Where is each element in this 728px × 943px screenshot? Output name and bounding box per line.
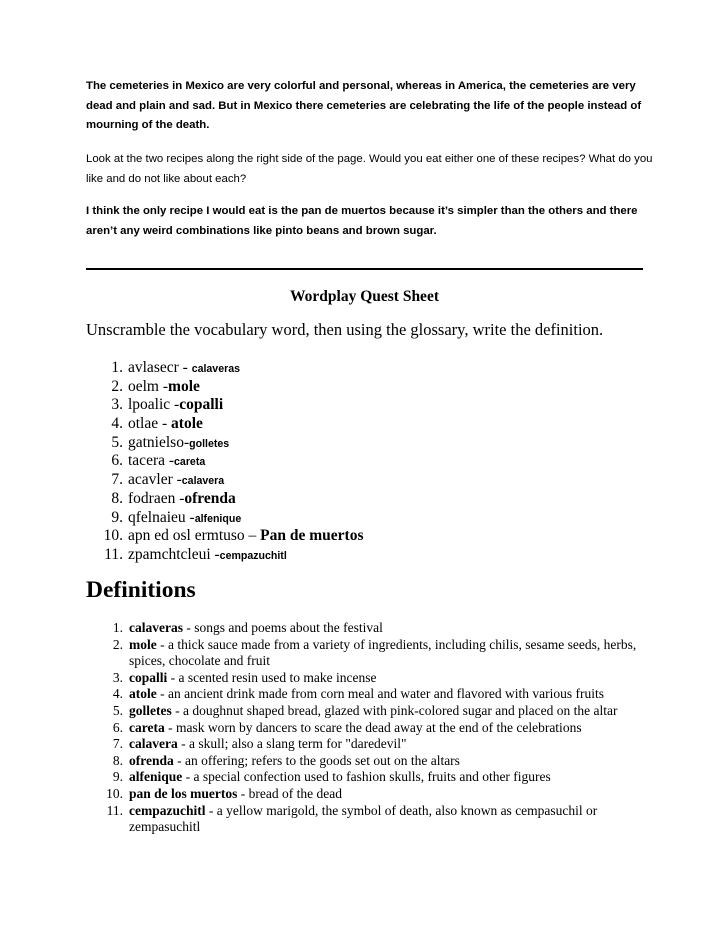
- definition-number: 3.: [112, 669, 123, 685]
- definition-term: mole: [129, 636, 157, 652]
- definition-number: 9.: [112, 769, 123, 785]
- definition-term: atole: [129, 686, 157, 702]
- quest-item-number: 11.: [104, 545, 123, 563]
- definition-item: [86, 720, 646, 737]
- definition-text: - an offering; refers to the goods set out on the altars: [173, 752, 460, 768]
- definition-term: alfenique: [129, 769, 183, 785]
- quest-item-number: 6.: [111, 452, 123, 470]
- quest-item: [86, 471, 364, 490]
- quest-item: [86, 509, 364, 528]
- quest-item-scrambled: qfelnaieu -: [128, 508, 195, 526]
- quest-item-answer: golletes: [189, 437, 230, 450]
- definition-number: 6.: [112, 719, 123, 735]
- essay-paragraph-3: I think the only recipe I would eat is the pan de muertos because it’s simpler than the others and there aren’t any weird combinations like pinto beans and brown sugar.: [86, 205, 638, 237]
- definition-item: [86, 753, 646, 770]
- quest-item-number: 4.: [111, 415, 123, 433]
- quest-item-answer: calavera: [181, 475, 225, 488]
- quest-item-scrambled: zpamchtcleui -: [128, 545, 220, 563]
- quest-item-scrambled: gatnielso-: [128, 433, 190, 451]
- quest-item-scrambled: otlae -: [128, 415, 172, 433]
- definition-text: - a scented resin used to make incense: [167, 669, 377, 685]
- definition-term: pan de los muertos: [129, 785, 238, 801]
- quest-item-number: 7.: [111, 471, 123, 489]
- definition-number: 11.: [106, 802, 123, 818]
- quest-item: [86, 452, 364, 471]
- definition-term: golletes: [129, 702, 172, 718]
- definition-text: - a special confection used to fashion skulls, fruits and other figures: [182, 769, 551, 785]
- definition-item: [86, 736, 646, 753]
- definition-number: 10.: [106, 785, 123, 801]
- quest-item-answer: copalli: [179, 396, 224, 414]
- quest-instructions: Unscramble the vocabulary word, then using the glossary, write the definition.: [86, 320, 604, 339]
- definition-number: 5.: [112, 702, 123, 718]
- quest-item-number: 10.: [103, 527, 123, 545]
- horizontal-divider: [86, 268, 643, 270]
- definition-term: cempazuchitl: [129, 802, 206, 818]
- quest-item-answer: mole: [168, 377, 200, 395]
- definition-term: calaveras: [129, 620, 183, 635]
- quest-item-answer: Pan de muertos: [260, 527, 364, 545]
- quest-item: [86, 546, 364, 565]
- definition-number: 4.: [112, 686, 123, 702]
- definition-number: 1.: [112, 620, 123, 635]
- quest-item: [86, 434, 364, 453]
- quest-item: [86, 396, 364, 415]
- quest-item-scrambled: tacera -: [128, 452, 175, 470]
- definition-term: calavera: [129, 736, 178, 752]
- definition-text: - a thick sauce made from a variety of ingredients, including chilis, sesame seeds, herbs, spices, chocolate and fruit: [129, 636, 637, 669]
- quest-item: [86, 415, 364, 434]
- definition-number: 8.: [112, 752, 123, 768]
- definition-item: [86, 769, 646, 786]
- definition-text: - a doughnut shaped bread, glazed with pink-colored sugar and placed on the altar: [171, 702, 618, 718]
- quest-item-answer: alfenique: [194, 512, 242, 525]
- quest-item-number: 1.: [111, 359, 123, 376]
- definition-item: [86, 703, 646, 720]
- definitions-heading: Definitions: [86, 577, 196, 603]
- essay-paragraph-1: The cemeteries in Mexico are very colorful and personal, whereas in America, the cemeteries are very dead and plain and sad. But in Mexico there cemeteries are celebrating the life of the people instead of mourning of the death.: [86, 80, 642, 131]
- definition-item: [86, 686, 646, 703]
- definition-term: careta: [129, 719, 165, 735]
- definition-text: - a yellow marigold, the symbol of death, also known as cempasuchil or zempasuchitl: [129, 802, 598, 835]
- quest-list: [86, 359, 364, 565]
- quest-item-scrambled: fodraen -: [128, 489, 185, 507]
- quest-item-number: 9.: [111, 508, 123, 526]
- definition-item: [86, 670, 646, 687]
- definition-text: - an ancient drink made from corn meal and water and flavored with various fruits: [156, 686, 604, 702]
- quest-item-scrambled: lpoalic -: [128, 396, 180, 414]
- definition-term: ofrenda: [129, 752, 174, 768]
- quest-item: [86, 378, 364, 397]
- definition-text: - mask worn by dancers to scare the dead away at the end of the celebrations: [164, 719, 582, 735]
- quest-sheet-title: Wordplay Quest Sheet: [290, 288, 439, 305]
- quest-item-scrambled: oelm -: [128, 377, 169, 395]
- quest-item-number: 3.: [111, 396, 123, 414]
- quest-item-number: 8.: [111, 489, 123, 507]
- quest-item-answer: cempazuchitl: [219, 549, 287, 562]
- quest-item-scrambled: avlasecr -: [128, 359, 192, 376]
- definition-text: - songs and poems about the festival: [182, 620, 383, 635]
- definition-text: - a skull; also a slang term for "daredevil": [177, 736, 407, 752]
- quest-item-answer: atole: [171, 415, 203, 433]
- definition-item: [86, 620, 646, 637]
- definition-item: [86, 786, 646, 803]
- quest-item: [86, 359, 364, 378]
- definition-term: copalli: [129, 669, 168, 685]
- quest-item-number: 5.: [111, 433, 123, 451]
- definitions-list: [86, 620, 646, 836]
- quest-item-number: 2.: [111, 377, 123, 395]
- definition-number: 2.: [112, 636, 123, 652]
- quest-item-scrambled: acavler -: [128, 471, 182, 489]
- definition-number: 7.: [112, 736, 123, 752]
- quest-item-answer: ofrenda: [184, 489, 236, 507]
- essay-paragraph-2: Look at the two recipes along the right side of the page. Would you eat either one of these recipes? What do you like and do not like about each?: [86, 153, 653, 185]
- quest-item-answer: careta: [174, 456, 206, 469]
- quest-item-scrambled: apn ed osl ermtuso –: [128, 527, 261, 545]
- definition-item: [86, 637, 646, 670]
- quest-item-answer: calaveras: [191, 363, 240, 375]
- definition-item: [86, 803, 646, 836]
- definition-text: - bread of the dead: [237, 785, 342, 801]
- quest-item: [86, 527, 364, 546]
- quest-item: [86, 490, 364, 509]
